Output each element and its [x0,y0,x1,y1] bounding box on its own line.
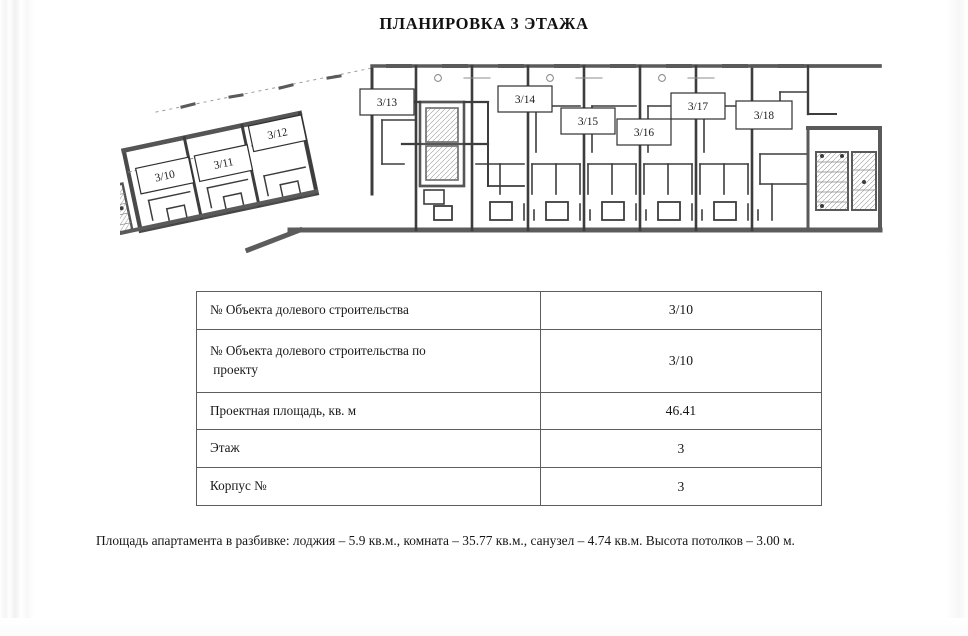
table-cell-label: Корпус № [197,468,541,506]
unit-label-text: 3/14 [514,94,536,106]
table-cell-label: Проектная площадь, кв. м [197,392,541,430]
table-cell-value: 46.41 [540,392,821,430]
table-row [197,392,822,430]
table-row [197,292,822,330]
unit-label-3-16 [617,119,671,145]
unit-label-text: 3/10 [153,168,177,185]
table-cell-value: 3 [540,468,821,506]
page-title: ПЛАНИРОВКА 3 ЭТАЖА [379,14,589,33]
unit-label-text: 3/12 [266,126,289,143]
table-row [197,329,822,392]
unit-label-text: 3/18 [753,110,775,122]
table-row [197,430,822,468]
unit-label-text: 3/16 [633,127,655,139]
table-cell-label: Этаж [197,430,541,468]
unit-label-3-10 [136,157,194,194]
area-breakdown-footnote: Площадь апартамента в разбивке: лоджия – 5.9 кв.м., комната – 35.77 кв.м., санузел – 4.74 кв.м. Высота потолков – 3.00 м. [96,533,795,548]
unit-label-text: 3/17 [687,101,709,113]
unit-label-text: 3/11 [212,156,235,172]
unit-label-3-17 [671,93,725,119]
table-cell-label: № Объекта долевого строительства [197,292,541,330]
scan-artifact-bottom [0,618,968,636]
unit-label-3-11 [194,145,252,182]
unit-label-text: 3/15 [577,116,599,128]
table-cell-value: 3/10 [540,292,821,330]
unit-label-text: 3/13 [376,97,398,109]
unit-specification-table [196,291,822,506]
unit-label-3-13 [360,89,414,115]
unit-label-3-14 [498,86,552,112]
unit-label-3-15 [561,108,615,134]
unit-label-3-18 [736,101,792,129]
table-row [197,468,822,506]
floor-plan-drawing [120,44,900,276]
table-cell-label: № Объекта долевого строительства по проекту [197,329,541,392]
table-cell-value: 3 [540,430,821,468]
scan-artifact-left [0,0,34,636]
table-cell-value: 3/10 [540,329,821,392]
